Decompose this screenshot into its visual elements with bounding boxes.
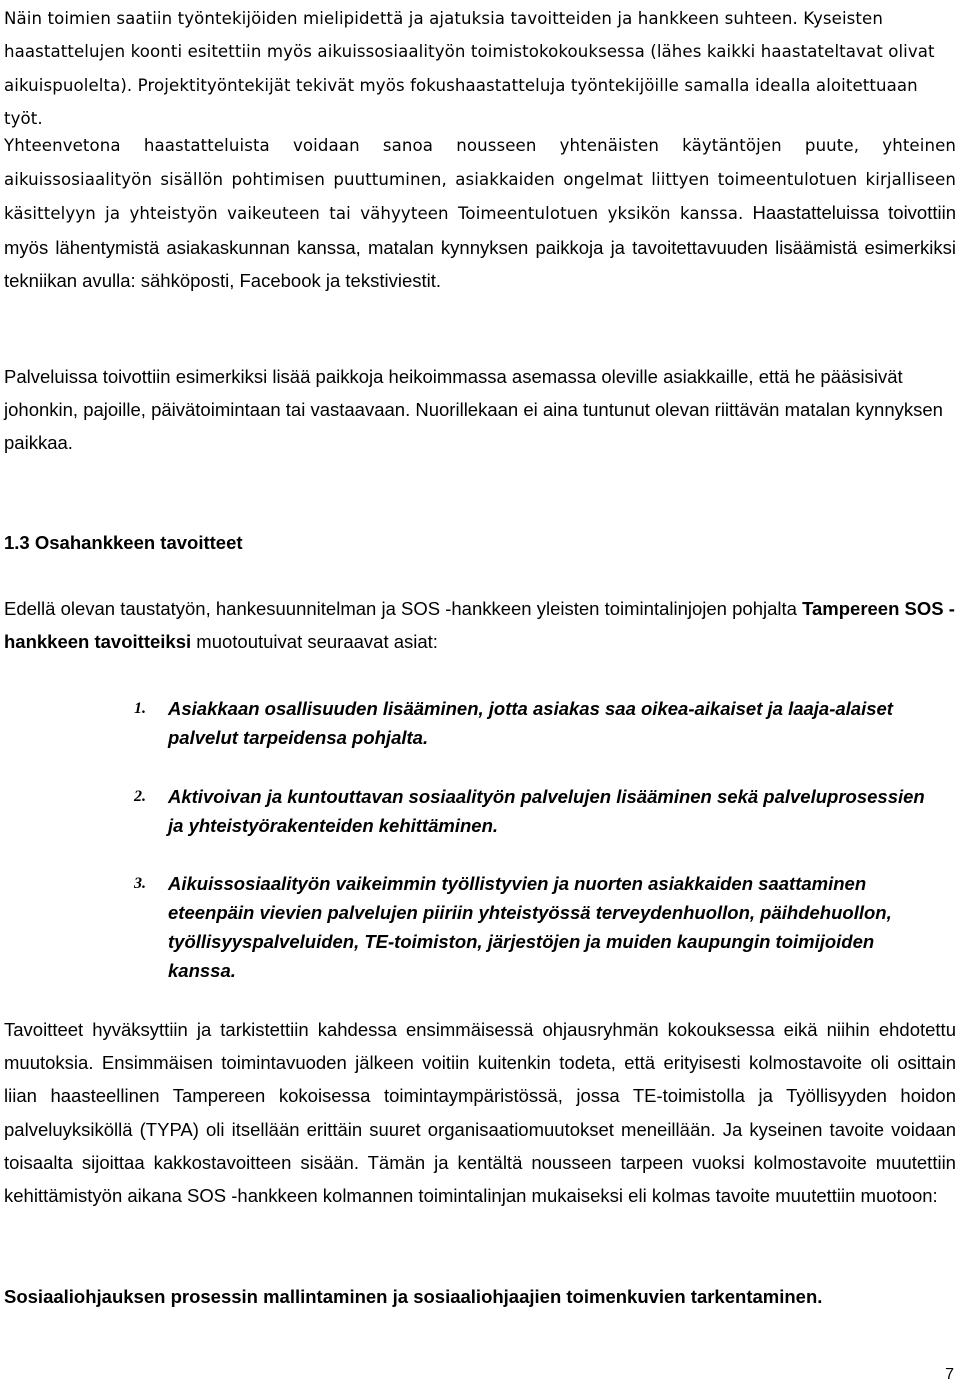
list-item-text: Asiakkaan osallisuuden lisääminen, jotta asiakas saa oikea-aikaiset ja laaja-alaiset palvelut tarpeidensa pohjalta. <box>168 698 893 748</box>
section-lead-bold: Tampereen SOS -hankkeen tavoitteiksi <box>4 598 955 653</box>
list-item-number: 1. <box>134 700 146 717</box>
section-heading: 1.3 Osahankkeen tavoitteet <box>4 532 243 553</box>
services-paragraph <box>4 360 956 460</box>
intro-paragraph: Näin toimien saatiin työntekijöiden mielipidettä ja ajatuksia tavoitteiden ja hankkeen suhteen. Kyseisten haastattelujen koonti esitettiin myös aikuissosiaalityön toimistokokouksessa (lähes kaikki haastateltavat olivat aikuispuolelta). Projektityöntekijät tekivät myös fokushaastatteluja työntekijöille samalla idealla aloitettuaan työt. <box>4 9 935 128</box>
services-part1: Palveluissa toivottiin esimerkiksi lisää paikkoja heikoimmassa asemassa oleville asiakkaille, että he pääsisivät johonkin, pajoille, päivätoimintaan tai vastaavaan. <box>4 366 903 421</box>
summary-part2: Haastatteluissa toivottiin myös lähentymistä asiakaskunnan kanssa, matalan kynnyksen paikkoja ja tavoitettavuuden lisäämistä esimerkiksi tekniikan avulla: sähköposti, Facebook ja tekstiviestit. <box>4 202 957 291</box>
summary-paragraph <box>4 128 956 297</box>
list-item-text: Aikuissosiaalityön vaikeimmin työllistyvien ja nuorten asiakkaiden saattaminen eteenpäin vievien palvelujen piiriin yhteistyössä terveydenhuollon, päihdehuollon, työllisyyspalveluiden, TE-toimiston, järjestöjen ja muiden kaupungin toimijoiden kanssa. <box>168 873 892 981</box>
conclusion-final-statement: Sosiaaliohjauksen prosessin mallintaminen ja sosiaaliohjaajien toimenkuvien tarkentaminen. <box>4 1286 823 1307</box>
conclusion-paragraph: Tavoitteet hyväksyttiin ja tarkistettiin kahdessa ensimmäisessä ohjausryhmän kokouksessa eikä niihin ehdotettu muutoksia. Ensimmäisen toimintavuoden jälkeen voitiin kuitenkin todeta, että erityisesti kolmostavoite oli osittain liian haasteellinen Tampereen kokoisessa toimintaympäristössä, jossa TE-toimistolla ja Työllisyyden hoidon palveluyksiköllä (TYPA) oli itsellään erittäin suuret organisaatiomuutokset meneillään. Ja kyseinen tavoite voidaan toisaalta sijoittaa kakkostavoitteen sisään. Tämän ja kentältä nousseen tarpeen vuoksi kolmostavoite muutettiin kehittämistyön aikana SOS -hankkeen kolmannen toimintalinjan mukaiseksi eli kolmas tavoite muutettiin muotoon: <box>4 1019 956 1207</box>
list-item-text: Aktivoivan ja kuntouttavan sosiaalityön palvelujen lisääminen sekä palveluprosessien ja yhteistyörakenteiden kehittäminen. <box>168 786 925 836</box>
services-part2: Nuorillekaan ei aina tuntunut olevan riittävän matalan kynnyksen paikkaa. <box>4 399 943 454</box>
summary-part1: Yhteenvetona haastatteluista voidaan sanoa nousseen yhtenäisten käytäntöjen puute, yhteinen aikuissosiaalityön sisällön pohtimisen puuttuminen, asiakkaiden ongelmat liittyen toimeentulotuen kirjalliseen käsittelyyn ja yhteistyön vaikeuteen tai vähyyteen Toimeentulotuen yksikön kanssa. <box>4 136 956 224</box>
list-item-number: 2. <box>134 788 146 805</box>
page-number: 7 <box>945 1366 954 1383</box>
section-lead-paragraph: Edellä olevan taustatyön, hankesuunnitelman ja SOS -hankkeen yleisten toimintalinjojen pohjalta Tampereen SOS -hankkeen tavoitteiksi muotoutuivat seuraavat asiat: <box>4 598 955 653</box>
list-item-number: 3. <box>134 875 146 892</box>
